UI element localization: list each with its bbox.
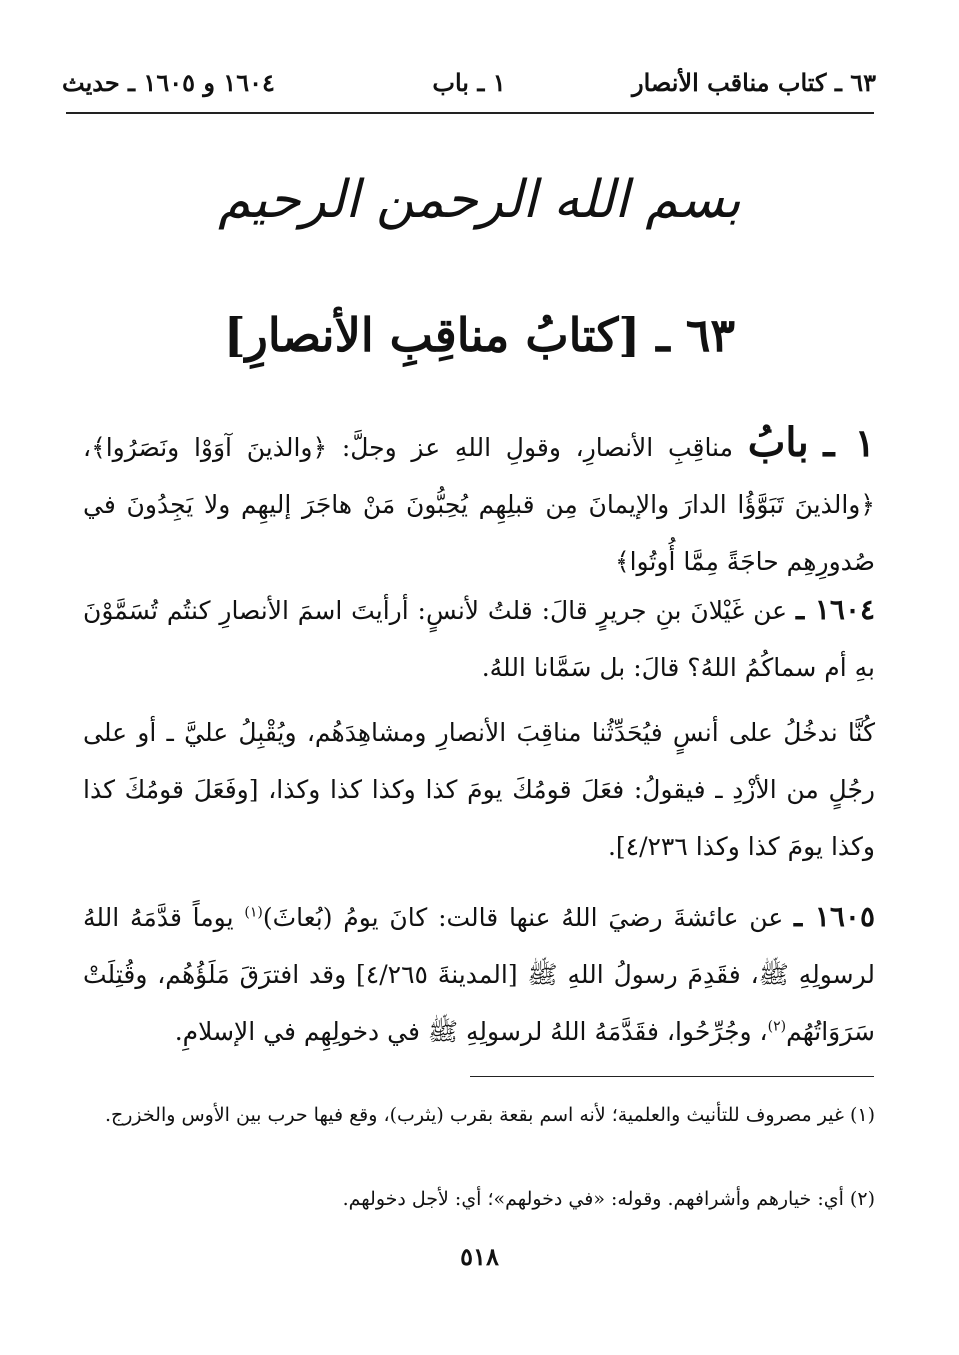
footnote-mark: (٢) [767,1018,787,1035]
hadith-number: ١٦٠٤ ـ [795,593,876,626]
hadith-1604 [83,581,875,696]
hadith-text-part: عن عائشةَ رضيَ اللهُ عنها قالت: كانَ يومُ (بُعاثَ) [262,903,784,932]
footnote-divider [470,1076,874,1077]
narration-paragraph [83,704,875,875]
narration-text: كُنَّا ندخُلُ على أنسٍ فيُحَدِّثُنا مناقِبَ الأنصارِ ومشاهِدَهُم، ويُقْبِلُ عليَّ ـ أو على رجُلٍ من الأزْدِ ـ فيقولُ: فعَلَ قومُكَ يومَ كذا وكذا كذا وكذا، [وفَعَلَ قومُكَ كذا وكذا يومَ كذا وكذا ٤/٢٣٦]. [83,718,875,861]
basmala-calligraphy: بسم الله الرحمن الرحيم [218,170,741,230]
footnote-mark: (١) [244,904,263,921]
hadith-text: عن غَيْلانَ بنِ جريرٍ قالَ: قلتُ لأنسٍ: أرأيتَ اسمَ الأنصارِ كنتُم تُسَمَّوْنَ بهِ أم سماكُمُ اللهُ؟ قالَ: بل سَمَّانا اللهُ. [83,596,875,682]
hadith-number: ١٦٠٥ ـ [794,900,875,933]
hadith-text-part: ، وجُرِّحُوا، فقَدَّمَهُ اللهُ لرسولِهِ ﷺ في دخولِهِم في الإسلامِ. [174,1017,768,1046]
running-header [62,62,876,102]
header-hadith-range: ١٦٠٤ و ١٦٠٥ ـ حديث [62,67,275,97]
bab-word: بابُ [747,419,809,466]
header-section: ١ ـ باب [432,67,506,97]
hadith-1605 [83,888,875,1060]
footnote: (١) غير مصروف للتأنيث والعلمية؛ لأنه اسم بقعة بقرب (يثرب)، وقع فيها حرب بين الأوس والخزرج. [104,1104,875,1126]
page-number: ٥١٨ [460,1242,499,1271]
bab-paragraph [83,414,875,590]
footnote: (٢) أي: خيارهم وأشرافهم. وقوله: «في دخولهم»؛ أي: لأجل دخولهم. [342,1188,875,1210]
header-divider [66,112,874,114]
bab-text: مناقِبِ الأنصارِ، وقولِ اللهِ عز وجلَّ: ﴿والذينَ آوَوْا ونَصَرُوا﴾، ﴿والذينَ تَبَوَّؤُا الدارَ والإيمانَ مِن قبلِهِم يُحِبُّونَ مَنْ هاجَرَ إليهِم ولا يَجِدُونَ في صُدورِهِم حاجَةً مِمَّا أُوتُوا﴾ [83,433,875,576]
header-chapter: ٦٣ ـ كتاب مناقب الأنصار [631,67,876,97]
chapter-title: ٦٣ ـ [كتابُ مناقِبِ الأنصارِ] [223,308,736,362]
hadith-text-part: يوماً قدَّمَهُ اللهُ لرسولِهِ ﷺ، فقَدِمَ رسولُ اللهِ ﷺ [المدينةَ ٤/٢٦٥] وقد افترَقَ مَلَؤُهُم، وقُتِلَتْ سَرَوَاتُهُم [83,903,875,1046]
bab-number: ١ ـ [823,420,875,465]
